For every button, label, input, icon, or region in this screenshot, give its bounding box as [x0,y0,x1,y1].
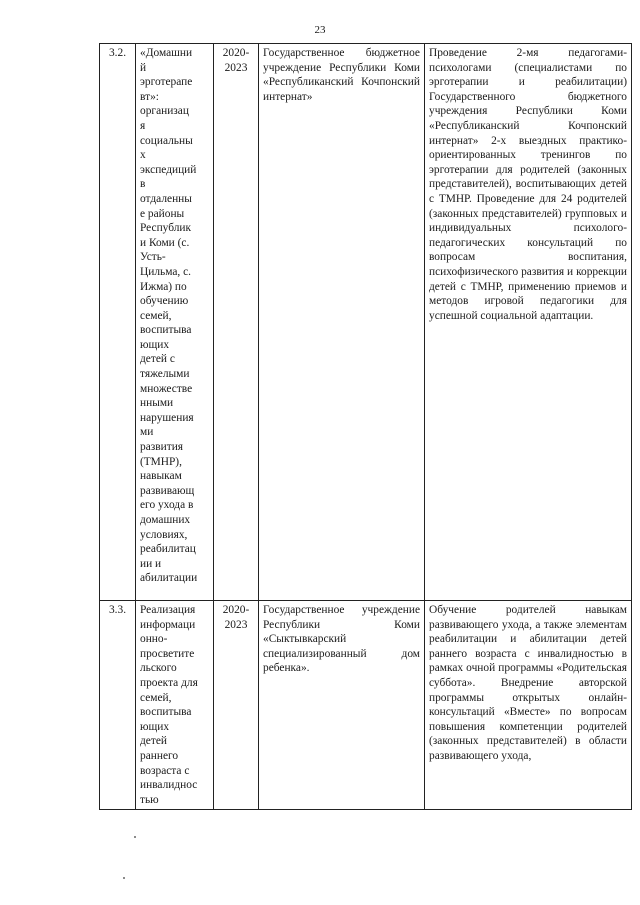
title-line: льского [140,662,177,675]
title-line: отдаленны [140,192,192,205]
title-line: Ижма) по [140,280,187,293]
activity-title [136,601,214,810]
scan-speck [123,877,125,879]
title-line: Реализация [140,604,196,616]
title-line: раннего [140,749,179,762]
title-line: его ухода в [140,499,194,512]
title-line: реабилитац [140,543,196,556]
title-line: тью [140,793,159,806]
title-line: ии и [140,557,162,570]
title-line: воспитыва [140,324,192,337]
title-line: просветите [140,647,195,660]
title-line: е районы [140,207,185,220]
title-line: тяжелыми [140,368,190,381]
title-line: (ТМНР), [140,455,182,468]
period: 2020-2023 [222,604,250,631]
table-row [100,44,632,601]
title-line: абилитации [140,572,198,585]
title-line: навыкам [140,470,182,483]
title-line: эрготерапе [140,76,193,89]
period-cell [214,44,259,601]
table-row [100,601,632,810]
title-line: онно- [140,633,168,646]
period: 2020-2023 [222,47,250,74]
result-cell: Обучение родителей навыкам развивающего ухода, а также элементам реабилитации и абилитации детей раннего возраста с инвалидностью в рамках очной программы «Родительская суббота». Внедрение авторской программы открытых онлайн-консультаций «Вместе» по вопросам повышения компетенции родителей (законных представителей) в области развивающего ухода, [425,601,632,810]
title-line: возраста с [140,764,190,777]
row-number: 3.3. [100,601,136,810]
title-line: нными [140,397,174,410]
title-line: инвалиднос [140,779,198,792]
activity-title [136,44,214,601]
title-line: ми [140,426,154,439]
title-line: социальны [140,134,193,147]
title-line: проекта для [140,676,198,689]
executor-cell: Государственное бюджетное учреждение Республики Коми «Республиканский Кочпонский интернат» [259,44,425,601]
title-line: й [140,61,147,74]
row-number: 3.2. [100,44,136,601]
scan-speck [134,836,136,838]
title-line: я [140,119,146,132]
executor-cell: Государственное учреждение Республики Коми «Сыктывкарский специализированный дом ребенка». [259,601,425,810]
title-line: развития [140,441,184,454]
title-line: экспедиций [140,163,197,176]
title-line: ющих [140,338,170,351]
title-line: семей, [140,691,172,704]
title-line: воспитыва [140,706,192,719]
title-line: и Коми (с. [140,236,190,249]
title-line: Усть- [140,251,166,264]
title-line: в [140,178,146,191]
title-line: ющих [140,720,170,733]
title-line: детей с [140,353,175,366]
title-line: семей, [140,309,172,322]
title-line: домашних [140,514,191,526]
title-line: организац [140,105,189,118]
title-line: детей [140,735,167,748]
page-number: 23 [314,24,326,36]
title-line: х [140,149,146,162]
title-line: условиях, [140,528,188,541]
title-line: множестве [140,382,193,395]
title-line: информаци [140,618,196,631]
title-line: вт»: [140,90,159,103]
title-line: обучению [140,295,189,308]
title-line: развивающ [140,484,195,497]
table-body [100,44,632,810]
title-line: Цильма, с. [140,265,191,278]
result-cell: Проведение 2-мя педагогами-психологами (специалистами по эрготерапии и реабилитации) Государственного бюджетного учреждения Республики Коми «Республиканский Кочпонский интернат» 2-х выездных практико-ориентированных тренингов по эрготерапии для родителей (законных представителей), воспитывающих детей с ТМНР. Проведение для 24 родителей (законных представителей) групповых и индивидуальных психолого-педагогических консультаций по вопросам воспитания, психофизического развития и коррекции детей с ТМНР, применению приемов и методов игровой педагогики для успешной социальной адаптации. [425,44,632,601]
title-line: нарушения [140,411,194,424]
title-line: Республик [140,222,192,235]
period-cell [214,601,259,810]
program-table [99,43,632,810]
title-line: «Домашни [140,47,193,59]
